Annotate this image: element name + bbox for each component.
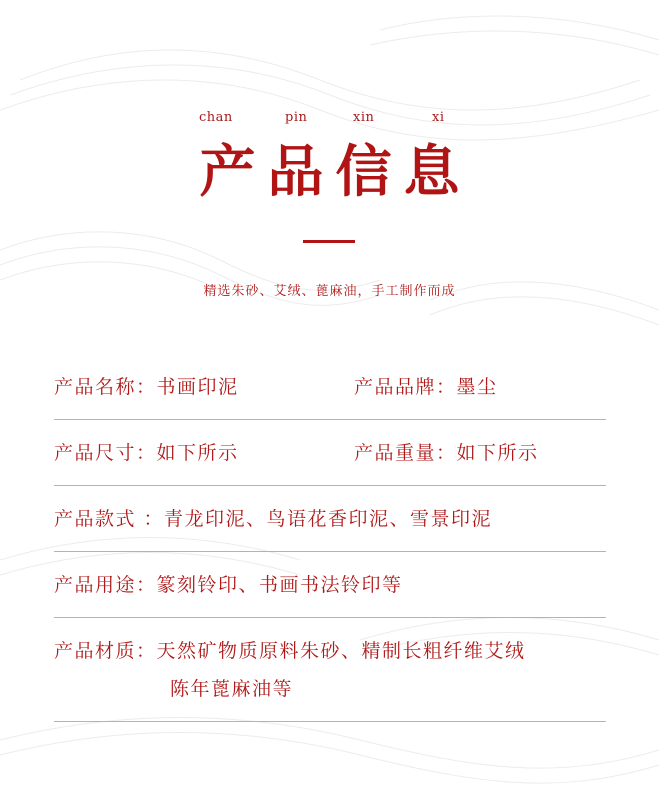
row-divider	[54, 551, 606, 552]
pinyin-syllable: chan	[199, 110, 233, 125]
product-style: 产品款式 ：青龙印泥、鸟语花香印泥、雪景印泥	[54, 508, 493, 530]
row-divider	[54, 617, 606, 618]
product-brand: 产品品牌：墨尘	[354, 376, 498, 398]
product-material-continued: 陈年蓖麻油等	[170, 678, 294, 700]
spec-row	[54, 636, 606, 722]
spec-row	[54, 504, 606, 552]
product-size: 产品尺寸：如下所示	[54, 442, 239, 464]
title-divider	[303, 240, 355, 243]
spec-row	[54, 438, 606, 486]
product-weight: 产品重量：如下所示	[354, 442, 539, 464]
row-divider	[54, 485, 606, 486]
row-divider	[54, 419, 606, 420]
pinyin-syllable: xi	[432, 110, 445, 125]
product-material: 产品材质：天然矿物质原料朱砂、精制长粗纤维艾绒	[54, 640, 526, 662]
spec-row	[54, 372, 606, 420]
product-name: 产品名称：书画印泥	[54, 376, 239, 398]
title-pinyin	[0, 110, 659, 128]
page-title: 产品信息	[199, 139, 472, 205]
pinyin-syllable: xin	[353, 110, 375, 125]
page-subtitle: 精选朱砂、艾绒、蓖麻油，手工制作而成	[203, 284, 456, 299]
pinyin-syllable: pin	[285, 110, 308, 125]
product-usage: 产品用途：篆刻铃印、书画书法铃印等	[54, 574, 403, 596]
row-divider	[54, 721, 606, 722]
spec-row	[54, 570, 606, 618]
